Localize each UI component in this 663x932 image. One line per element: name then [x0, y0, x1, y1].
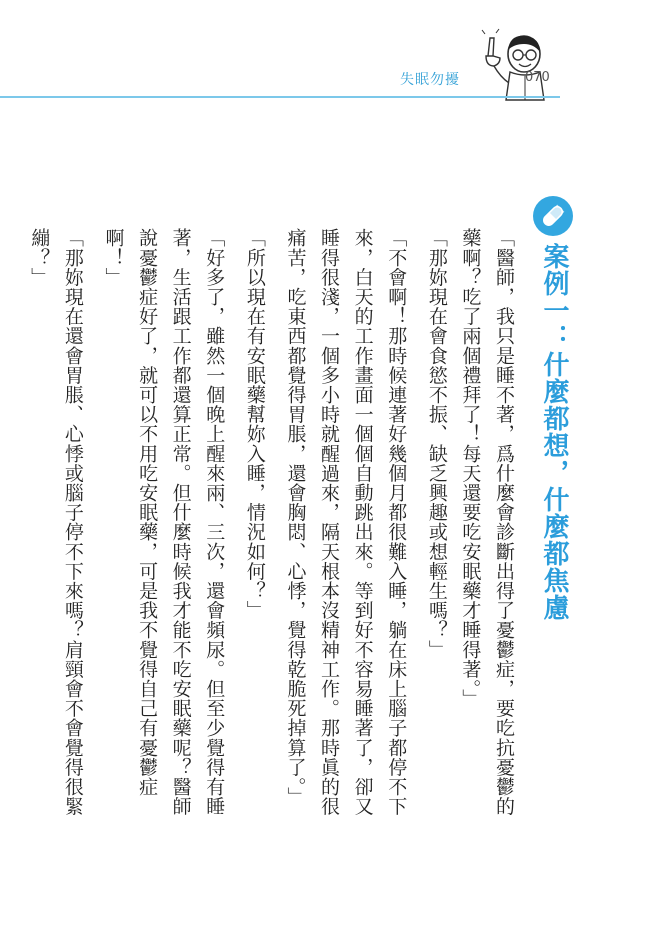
header-divider [0, 96, 560, 98]
pill-icon [533, 196, 573, 236]
doctor-illustration [480, 28, 550, 100]
dialogue-text [28, 228, 520, 828]
page-number: 070 [525, 70, 550, 85]
paragraph: 「那妳現在會食慾不振、缺乏興趣或想輕生嗎？」 [425, 228, 448, 660]
book-title: 失眠勿擾 [400, 72, 460, 88]
paragraph: 「所以現在有安眠藥幫妳入睡，情況如何？」 [243, 228, 266, 620]
case-badge [533, 196, 573, 236]
paragraph: 「不會啊！那時候連著好幾個月都很難入睡，躺在床上腦子都停不下來，白天的工作畫面一個個自動跳出來。等到好不容易睡著了，卻又睡得很淺，一個多小時就醒過來，隔天根本沒精神工作。那時眞的很痛苦，吃東西都覺得胃脹，還會胸悶、心悸，覺得乾脆死掉算了。」 [284, 228, 408, 816]
case-title: 案例一：什麼都想，什麼都焦慮 [539, 243, 569, 621]
paragraph: 「那妳現在還會胃脹、心悸或腦子停不下來嗎？肩頸會不會覺得很緊繃？」 [28, 228, 84, 816]
paragraph: 「醫師，我只是睡不著，爲什麼會診斷出得了憂鬱症，要吃抗憂鬱的藥啊？吃了兩個禮拜了！每天還要吃安眠藥才睡得著。」 [459, 228, 515, 816]
paragraph: 「好多了，雖然一個晚上醒來兩、三次，還會頻尿。但至少覺得有睡著，生活跟工作都還算正常。但什麼時候我才能不吃安眠藥呢？醫師說憂鬱症好了，就可以不用吃安眠藥，可是我不覺得自己有憂鬱症啊！」 [102, 228, 226, 816]
